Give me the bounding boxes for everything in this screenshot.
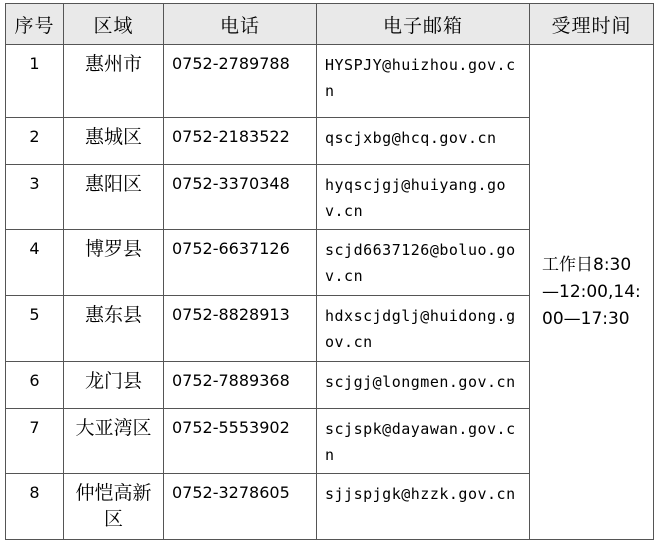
header-email: 电子邮箱	[317, 4, 530, 45]
row-index: 8	[6, 474, 64, 540]
row-index: 4	[6, 230, 64, 296]
row-region: 惠城区	[64, 118, 164, 165]
service-hours: 工作日8:30—12:00,14:00—17:30	[530, 45, 654, 540]
row-email: scjd6637126@boluo.gov.cn	[317, 230, 530, 296]
row-region: 惠阳区	[64, 165, 164, 230]
row-phone: 0752-5553902	[164, 409, 317, 474]
row-index: 3	[6, 165, 64, 230]
row-phone: 0752-3370348	[164, 165, 317, 230]
contact-table	[5, 3, 654, 540]
row-region: 龙门县	[64, 362, 164, 409]
row-email: hyqscjgj@huiyang.gov.cn	[317, 165, 530, 230]
row-region: 惠东县	[64, 296, 164, 362]
row-region: 博罗县	[64, 230, 164, 296]
row-index: 5	[6, 296, 64, 362]
row-index: 2	[6, 118, 64, 165]
row-index: 6	[6, 362, 64, 409]
header-region: 区域	[64, 4, 164, 45]
row-email: scjgj@longmen.gov.cn	[317, 362, 530, 409]
row-email: scjspk@dayawan.gov.cn	[317, 409, 530, 474]
row-region: 惠州市	[64, 45, 164, 118]
row-phone: 0752-6637126	[164, 230, 317, 296]
row-region: 仲恺高新区	[64, 474, 164, 540]
row-index: 7	[6, 409, 64, 474]
row-phone: 0752-2789788	[164, 45, 317, 118]
row-email: qscjxbg@hcq.gov.cn	[317, 118, 530, 165]
row-phone: 0752-7889368	[164, 362, 317, 409]
row-email: sjjspjgk@hzzk.gov.cn	[317, 474, 530, 540]
row-region: 大亚湾区	[64, 409, 164, 474]
row-index: 1	[6, 45, 64, 118]
row-phone: 0752-3278605	[164, 474, 317, 540]
header-phone: 电话	[164, 4, 317, 45]
row-phone: 0752-2183522	[164, 118, 317, 165]
table-row	[6, 45, 654, 118]
row-email: HYSPJY@huizhou.gov.cn	[317, 45, 530, 118]
row-phone: 0752-8828913	[164, 296, 317, 362]
header-hours: 受理时间	[530, 4, 654, 45]
header-row	[6, 4, 654, 45]
header-index: 序号	[6, 4, 64, 45]
row-email: hdxscjdglj@huidong.gov.cn	[317, 296, 530, 362]
